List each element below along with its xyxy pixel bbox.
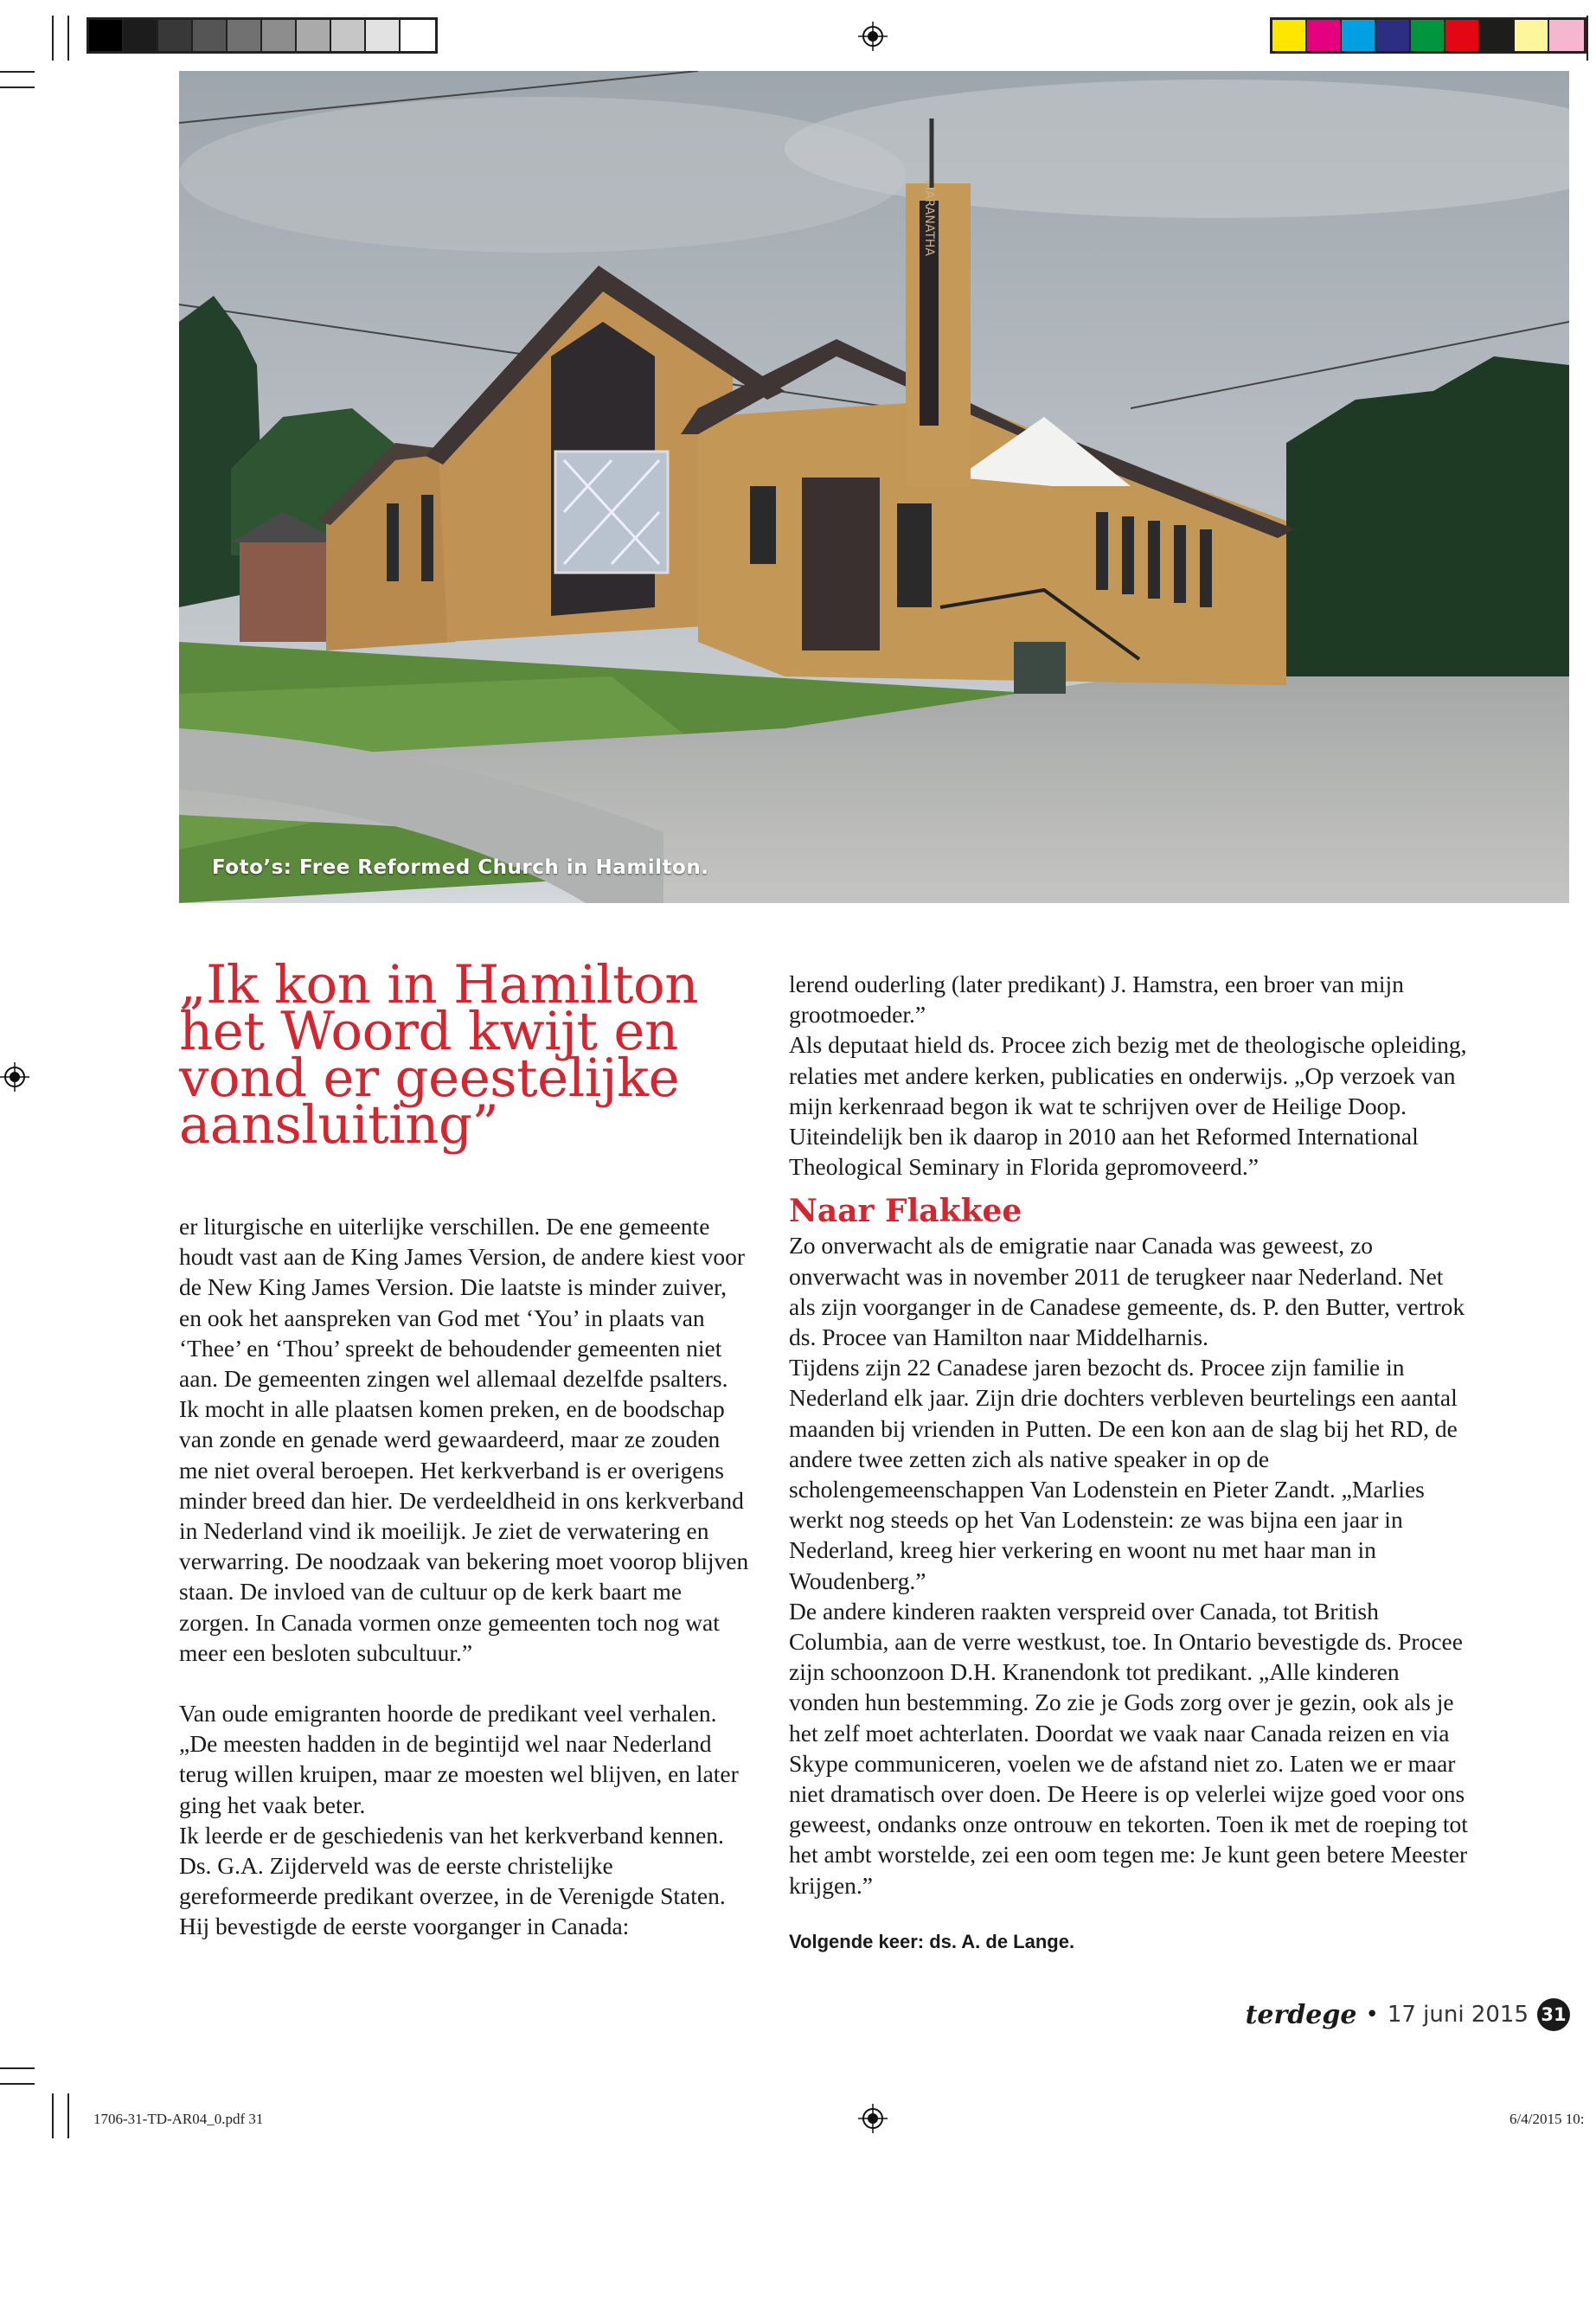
article-headline bbox=[179, 954, 733, 1156]
print-slug-timestamp: 6/4/2015 10: bbox=[1509, 2111, 1585, 2127]
trim-mark bbox=[52, 2093, 54, 2138]
paragraph: er liturgische en uiterlijke verschillen. De ene gemeente houdt vast aan de King James Version, de andere kiest voor de New King James Version. Die laatste is minder zuiver, en ook het aanspreken van God met ‘You’ in plaats van ‘Thee’ en ‘Thou’ spreekt de behoudender gemeenten niet aan. De gemeenten zingen wel allemaal dezelfde psalters. Ik mocht in alle plaatsen komen preken, en de boodschap van zonde en genade werd gewaardeerd, maar ze zouden me niet overal beroepen. Het kerkverband is er overigens minder breed dan hier. De verdeeldheid in ons kerkverband in Nederland vind ik moeilijk. Je ziet de verwatering en verwarring. De noodzaak van bekering moet voorop blijven staan. De invloed van de cultuur op de kerk baart me zorgen. In Canada vormen onze gemeenten toch nog wat meer een besloten subcultuur.” bbox=[179, 1213, 749, 1666]
tower-letters: MARANATHA bbox=[922, 179, 936, 257]
paragraph: Zo onverwacht als de emigratie naar Canada was geweest, zo onverwacht was in november 2011 de terugkeer naar Nederland. Net als zijn voorganger in de Canadese gemeente, ds. P. den Butter, vertrok ds. Procee van Hamilton naar Middelharnis. bbox=[789, 1232, 1465, 1351]
trim-mark bbox=[52, 16, 54, 61]
magazine-logo: terdege bbox=[1245, 1999, 1357, 2030]
color-swatch bbox=[1272, 20, 1307, 51]
gray-swatch bbox=[89, 20, 124, 51]
color-swatch bbox=[1411, 20, 1445, 51]
paragraph: Als deputaat hield ds. Procee zich bezig met de theologische opleiding, relaties met andere kerken, publicaties en onderwijs. „Op verzoek van mijn kerkenraad begon ik wat te schrijven over de Heilige Doop. Uiteindelijk ben ik daarop in 2010 aan het Reformed International Theological Seminary in Florida gepromoveerd.” bbox=[789, 1031, 1467, 1181]
gray-swatch bbox=[124, 20, 158, 51]
registration-mark-icon bbox=[858, 22, 888, 51]
headline-line: „Ik kon in Hamilton bbox=[179, 954, 699, 1016]
paragraph: lerend ouderling (later predikant) J. Hamstra, een broer van mijn grootmoeder.” bbox=[789, 971, 1404, 1029]
next-issue-note: Volgende keer: ds. A. de Lange. bbox=[789, 1930, 1075, 1952]
trim-mark bbox=[0, 87, 35, 88]
gray-swatch bbox=[193, 20, 228, 51]
trim-mark bbox=[67, 16, 69, 61]
gray-swatch bbox=[401, 20, 435, 51]
grayscale-calibration-strip bbox=[87, 17, 438, 54]
gray-swatch bbox=[262, 20, 297, 51]
trim-mark bbox=[1586, 16, 1588, 61]
registration-mark-icon bbox=[0, 1062, 29, 1092]
headline-line: vond er geestelijke bbox=[179, 1048, 680, 1109]
color-swatch bbox=[1307, 20, 1342, 51]
print-slug-file: 1706-31-TD-AR04_0.pdf 31 bbox=[93, 2111, 264, 2127]
paragraph: De andere kinderen raakten verspreid over Canada, tot British Columbia, aan de verre westkust, toe. In Ontario bevestigde ds. Procee zijn schoonzoon D.H. Kranendonk tot predikant. „Alle kinderen vonden hun bestemming. Zo zie je Gods zorg over je gezin, ook als je het zelf moet achterlaten. Doordat we vaak naar Canada reizen en via Skype communiceren, voelen we de afstand niet zo. Laten we er maar niet dramatisch over doen. De Heere is op velerlei wijze goed voor ons geweest, ondanks onze ontrouw en tekorten. Toen ik met de roeping tot het ambt worstelde, zei een oom tegen me: Je kunt geen betere Meester krijgen.” bbox=[789, 1597, 1468, 1899]
church-illustration bbox=[179, 71, 1569, 903]
headline-line: het Woord kwijt en bbox=[179, 1001, 678, 1062]
color-swatch bbox=[1445, 20, 1480, 51]
color-swatch bbox=[1549, 20, 1584, 51]
paragraph: Van oude emigranten hoorde de predikant veel verhalen. „De meesten hadden in de begintijd wel naar Nederland terug willen kruipen, maar ze moesten wel blijven, en later ging het vaak beter. bbox=[179, 1700, 739, 1818]
registration-mark-icon bbox=[858, 2104, 888, 2133]
gray-swatch bbox=[158, 20, 193, 51]
color-swatch bbox=[1376, 20, 1411, 51]
body-column-right bbox=[789, 969, 1472, 1957]
issue-date: 17 juni 2015 bbox=[1387, 2002, 1529, 2028]
footer-separator: • bbox=[1365, 2002, 1379, 2028]
color-swatch bbox=[1515, 20, 1549, 51]
color-calibration-strip bbox=[1270, 17, 1586, 54]
church-photo bbox=[179, 71, 1569, 903]
body-column-left bbox=[179, 1211, 750, 1942]
trim-mark bbox=[0, 71, 35, 73]
trim-mark bbox=[0, 2067, 35, 2069]
photo-caption: Foto’s: Free Reformed Church in Hamilton. bbox=[212, 856, 709, 879]
paragraph: Ik leerde er de geschiedenis van het kerkverband kennen. Ds. G.A. Zijderveld was de eerste christelijke gereformeerde predikant overzee, in de Verenigde Staten. Hij bevestigde de eerste voorganger in Canada: bbox=[179, 1821, 726, 1940]
section-subheading: Naar Flakkee bbox=[789, 1193, 1022, 1230]
color-swatch bbox=[1342, 20, 1376, 51]
gray-swatch bbox=[228, 20, 262, 51]
color-swatch bbox=[1480, 20, 1515, 51]
trim-mark bbox=[67, 2093, 69, 2138]
gray-swatch bbox=[366, 20, 401, 51]
paragraph: Tijdens zijn 22 Canadese jaren bezocht ds. Procee zijn familie in Nederland elk jaar. Zijn drie dochters verbleven beurtelings een aantal maanden bij vrienden in Putten. De een kon aan de slag bij het RD, de andere twee zetten zich als native speaker in op de scholengemeenschappen Van Lodenstein en Pieter Zandt. „Marlies werkt nog steeds op het Van Lodenstein: ze was bijna een jaar in Nederland, kreeg hier verkering en woont nu met haar man in Woudenberg.” bbox=[789, 1354, 1458, 1594]
gray-swatch bbox=[331, 20, 366, 51]
gray-swatch bbox=[297, 20, 331, 51]
page-footer bbox=[1246, 1998, 1570, 2031]
page-number: 31 bbox=[1537, 1998, 1570, 2031]
headline-line: aansluiting” bbox=[179, 1094, 499, 1156]
trim-mark bbox=[0, 2083, 35, 2085]
